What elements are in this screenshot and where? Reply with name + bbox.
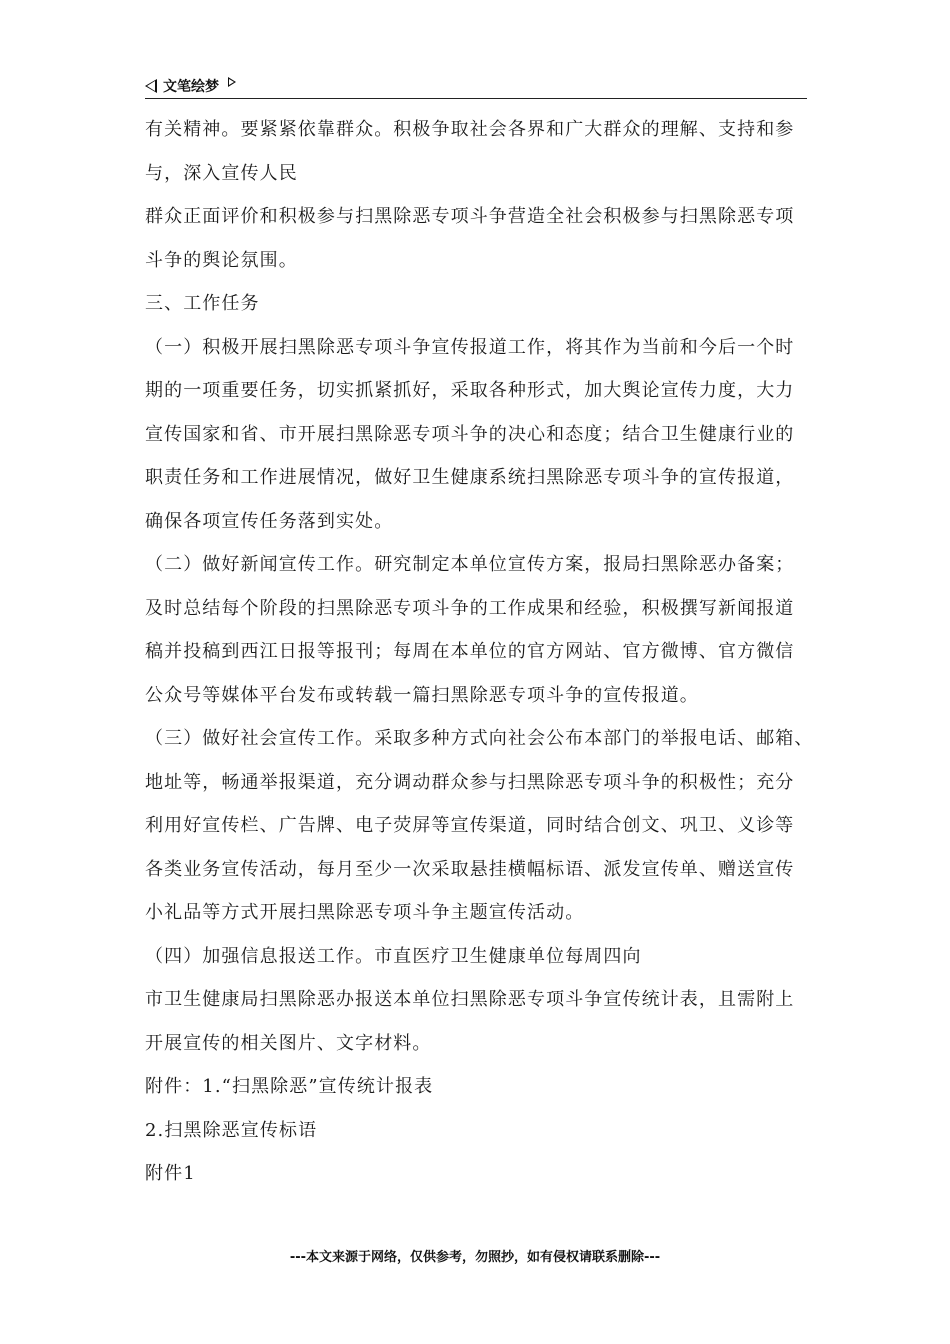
text-line: （三）做好社会宣传工作。采取多种方式向社会公布本部门的举报电话、邮箱、 [145, 728, 814, 749]
text-line: 市卫生健康局扫黑除恶办报送本单位扫黑除恶专项斗争宣传统计表，且需附上 [145, 989, 795, 1010]
text-line: 斗争的舆论氛围。 [145, 249, 298, 271]
attachment-line: 2.扫黑除恶宣传标语 [145, 1119, 318, 1141]
text-line: 公众号等媒体平台发布或转载一篇扫黑除恶专项斗争的宣传报道。 [145, 684, 699, 706]
attachment-label: 附件1 [145, 1163, 196, 1184]
text-line: 小礼品等方式开展扫黑除恶专项斗争主题宣传活动。 [145, 902, 585, 923]
text-line: 利用好宣传栏、广告牌、电子荧屏等宣传渠道，同时结合创文、巩卫、义诊等 [145, 815, 795, 836]
text-line: 宣传国家和省、市开展扫黑除恶专项斗争的决心和态度；结合卫生健康行业的 [145, 423, 795, 445]
header-brand [145, 76, 236, 96]
text-line: 有关精神。要紧紧依靠群众。积极争取社会各界和广大群众的理解、支持和参 [145, 119, 795, 140]
text-line: 职责任务和工作进展情况，做好卫生健康系统扫黑除恶专项斗争的宣传报道， [145, 467, 795, 488]
attachment-line: 附件：1.“扫黑除恶”宣传统计报表 [145, 1076, 434, 1097]
text-line: 开展宣传的相关图片、文字材料。 [145, 1032, 432, 1054]
text-line: 稿并投稿到西江日报等报刊；每周在本单位的官方网站、官方微博、官方微信 [145, 641, 795, 662]
text-line: （二）做好新闻宣传工作。研究制定本单位宣传方案，报局扫黑除恶办备案； [145, 554, 795, 575]
brand-name: 文笔绘梦 [163, 79, 219, 95]
page-header [145, 72, 807, 99]
text-line: 确保各项宣传任务落到实处。 [145, 510, 394, 532]
text-line: 地址等，畅通举报渠道，充分调动群众参与扫黑除恶专项斗争的积极性；充分 [145, 771, 795, 793]
text-line: 各类业务宣传活动，每月至少一次采取悬挂横幅标语、派发宣传单、赠送宣传 [145, 858, 795, 880]
text-line: 群众正面评价和积极参与扫黑除恶专项斗争营造全社会积极参与扫黑除恶专项 [145, 206, 795, 227]
section-heading: 三、工作任务 [145, 293, 260, 314]
text-line: （一）积极开展扫黑除恶专项斗争宣传报道工作，将其作为当前和今后一个时 [145, 336, 795, 358]
text-line: 期的一项重要任务，切实抓紧抓好，采取各种形式，加大舆论宣传力度，大力 [145, 380, 795, 401]
text-line: （四）加强信息报送工作。市直医疗卫生健康单位每周四向 [145, 945, 642, 967]
text-line: 及时总结每个阶段的扫黑除恶专项斗争的工作成果和经验，积极撰写新闻报道 [145, 597, 795, 619]
document-body [145, 108, 814, 1196]
triangle-left-icon [145, 79, 157, 93]
triangle-right-icon [228, 77, 236, 87]
text-line: 与，深入宣传人民 [145, 162, 298, 184]
footer-disclaimer: ---本文来源于网络，仅供参考，勿照抄，如有侵权请联系删除--- [289, 1250, 661, 1265]
